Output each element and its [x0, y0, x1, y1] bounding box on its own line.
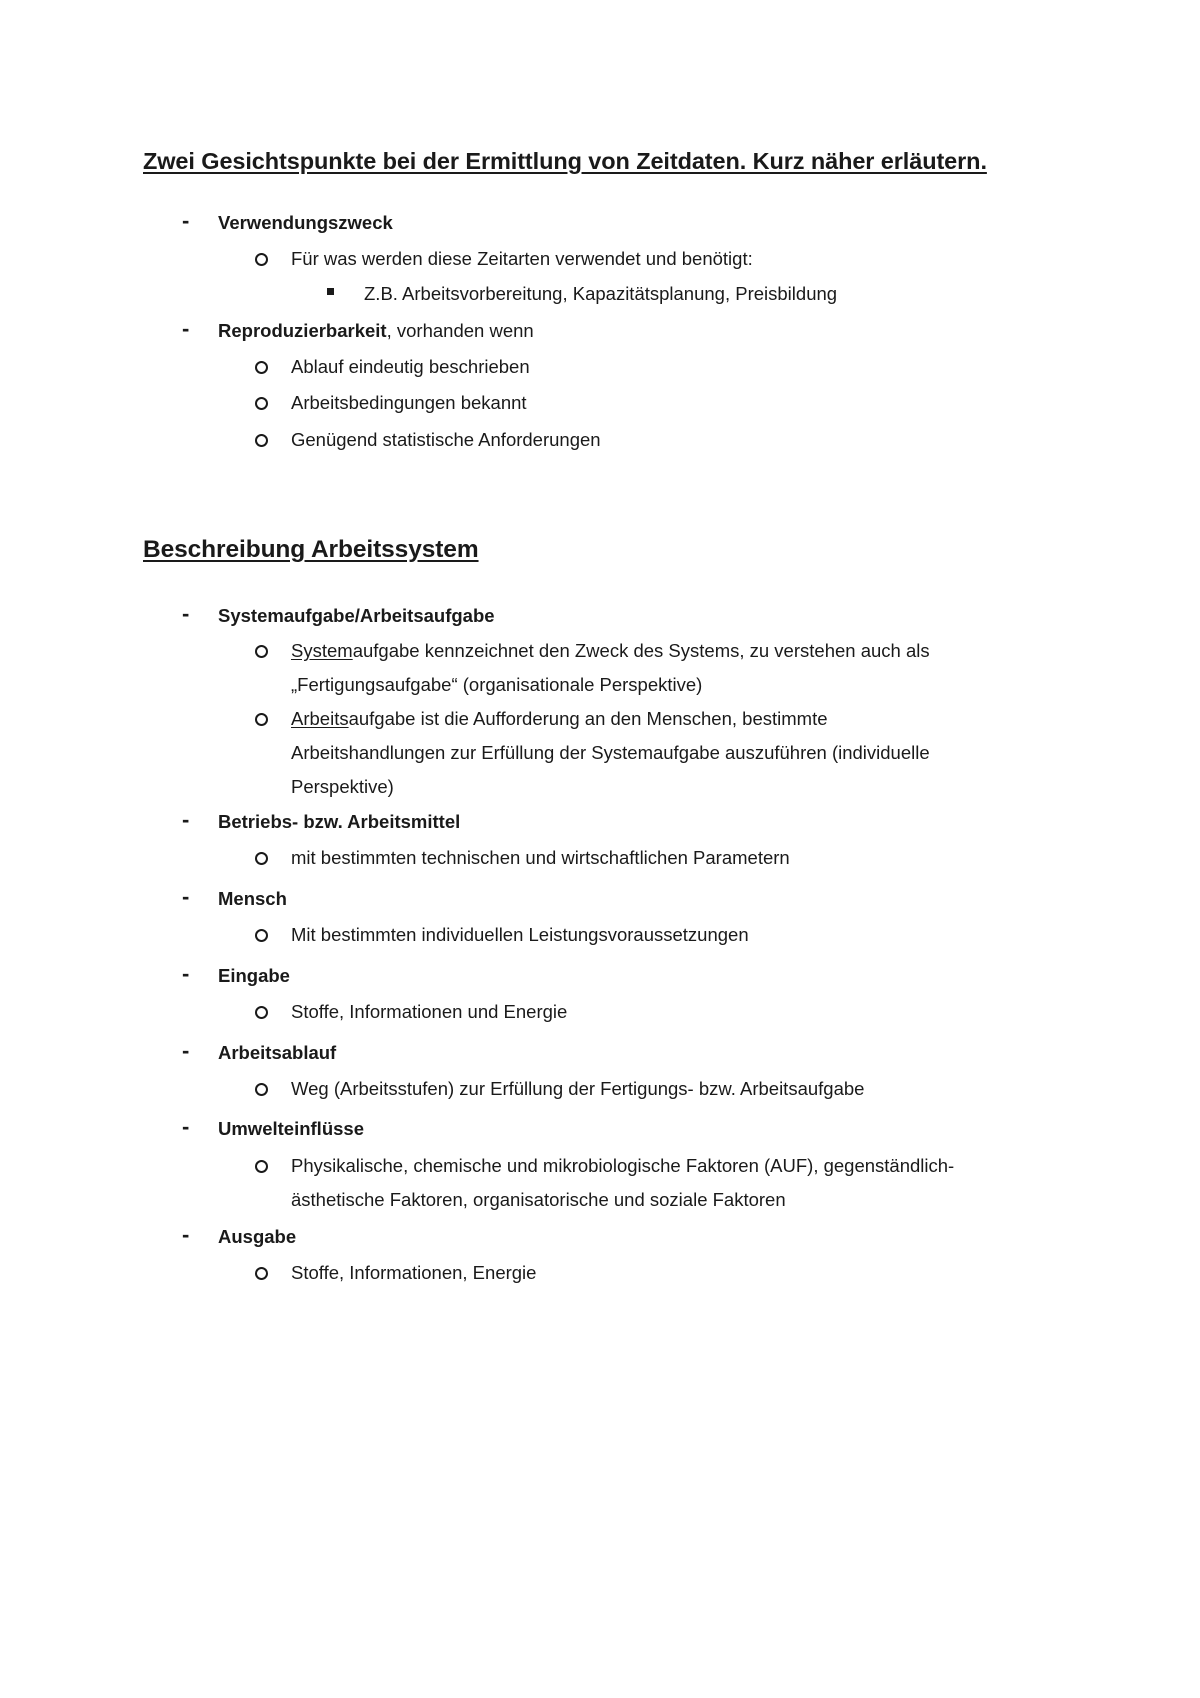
list-item [182, 1114, 364, 1140]
square-bullet-icon [327, 288, 334, 295]
list-item [182, 601, 495, 627]
item-text: ästhetische Faktoren, organisatorische und soziale Faktoren [291, 1189, 786, 1210]
circle-bullet-icon [255, 1083, 268, 1096]
list-item [182, 961, 290, 987]
item-label: Betriebs- bzw. Arbeitsmittel [218, 811, 461, 832]
list-item [182, 1038, 337, 1064]
circle-bullet-icon [255, 397, 268, 410]
item-text: Physikalische, chemische und mikrobiologische Faktoren (AUF), gegenständlich- [291, 1155, 955, 1176]
circle-bullet-icon [255, 361, 268, 374]
item-text: Genügend statistische Anforderungen [291, 429, 601, 450]
item-text: aufgabe kennzeichnet den Zweck des Systems, zu verstehen auch als [352, 640, 930, 661]
item-label: Systemaufgabe/Arbeitsaufgabe [218, 605, 495, 626]
dash-marker: - [182, 1114, 190, 1139]
list-item-continuation [291, 776, 394, 798]
circle-bullet-icon [255, 713, 268, 726]
dash-marker: - [182, 1222, 190, 1247]
section-2-title: Beschreibung Arbeitssystem [143, 536, 479, 563]
dash-marker: - [182, 961, 190, 986]
item-text: , vorhanden wenn [386, 320, 534, 341]
circle-bullet-icon [255, 253, 268, 266]
item-text: mit bestimmten technischen und wirtschaftlichen Parametern [291, 847, 790, 868]
dash-marker: - [182, 807, 190, 832]
list-item-continuation [291, 742, 930, 764]
underlined-term: System [291, 640, 353, 661]
item-text: Ablauf eindeutig beschrieben [291, 356, 530, 377]
item-label: Verwendungszweck [218, 212, 393, 233]
list-item [291, 356, 530, 378]
list-item [291, 248, 753, 270]
list-item [291, 1262, 536, 1284]
item-text: „Fertigungsaufgabe“ (organisationale Perspektive) [291, 674, 703, 695]
item-label: Arbeitsablauf [218, 1042, 337, 1063]
circle-bullet-icon [255, 434, 268, 447]
dash-marker: - [182, 316, 190, 341]
list-item [182, 807, 461, 833]
list-item [291, 1001, 567, 1023]
circle-bullet-icon [255, 1006, 268, 1019]
list-item [291, 1155, 954, 1177]
circle-bullet-icon [255, 645, 268, 658]
list-item [291, 392, 527, 414]
item-text: Mit bestimmten individuellen Leistungsvoraussetzungen [291, 924, 749, 945]
item-label: Reproduzierbarkeit [218, 320, 387, 341]
item-text: aufgabe ist die Aufforderung an den Menschen, bestimmte [348, 708, 828, 729]
item-label: Umwelteinflüsse [218, 1118, 364, 1139]
list-item-continuation [291, 1189, 786, 1211]
item-label: Mensch [218, 888, 287, 909]
section-1-title: Zwei Gesichtspunkte bei der Ermittlung von Zeitdaten. Kurz näher erläutern. [143, 148, 987, 174]
circle-bullet-icon [255, 1267, 268, 1280]
list-item [291, 429, 601, 451]
list-item [364, 283, 837, 305]
underlined-term: Arbeits [291, 708, 349, 729]
list-item [182, 1222, 297, 1248]
item-text: Für was werden diese Zeitarten verwendet und benötigt: [291, 248, 753, 269]
item-text: Stoffe, Informationen, Energie [291, 1262, 537, 1283]
list-item [182, 884, 287, 910]
item-text: Stoffe, Informationen und Energie [291, 1001, 568, 1022]
list-item [291, 847, 790, 869]
list-item-continuation [291, 674, 702, 696]
item-text: Arbeitsbedingungen bekannt [291, 392, 527, 413]
list-item [291, 708, 828, 730]
item-label: Eingabe [218, 965, 290, 986]
circle-bullet-icon [255, 852, 268, 865]
item-label: Ausgabe [218, 1226, 297, 1247]
list-item [182, 316, 534, 342]
list-item [291, 640, 930, 662]
item-text: Z.B. Arbeitsvorbereitung, Kapazitätsplanung, Preisbildung [364, 283, 838, 304]
list-item [182, 208, 393, 234]
circle-bullet-icon [255, 1160, 268, 1173]
dash-marker: - [182, 601, 190, 626]
list-item [291, 924, 749, 946]
item-text: Perspektive) [291, 776, 394, 797]
dash-marker: - [182, 884, 190, 909]
dash-marker: - [182, 208, 190, 233]
item-text: Weg (Arbeitsstufen) zur Erfüllung der Fertigungs- bzw. Arbeitsaufgabe [291, 1078, 865, 1099]
list-item [291, 1078, 864, 1100]
item-text: Arbeitshandlungen zur Erfüllung der Systemaufgabe auszuführen (individuelle [291, 742, 930, 763]
circle-bullet-icon [255, 929, 268, 942]
dash-marker: - [182, 1038, 190, 1063]
